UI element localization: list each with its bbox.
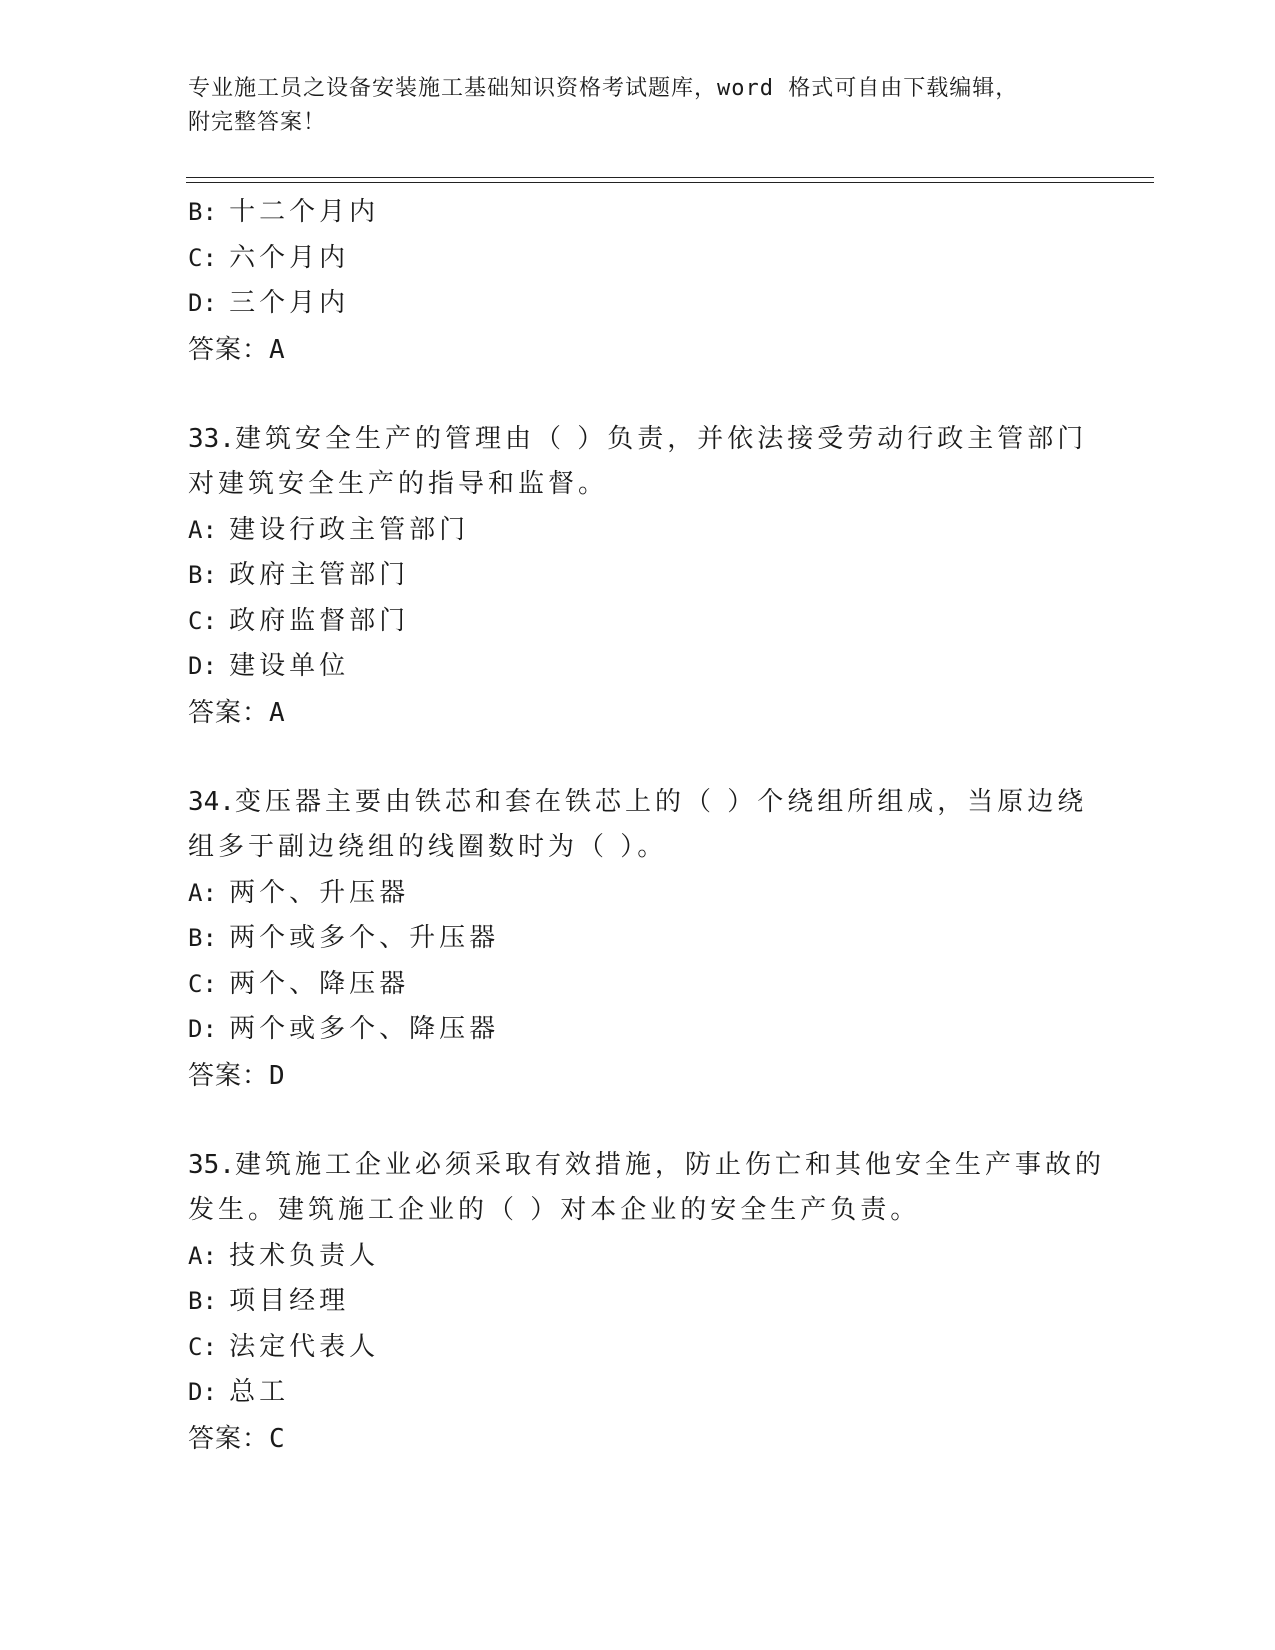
option-b — [188, 1279, 1088, 1325]
option-c — [188, 1325, 1088, 1371]
option-letter: D: — [188, 289, 217, 317]
question-34 — [188, 780, 1088, 1099]
option-text: 政府监督部门 — [229, 605, 410, 636]
header-divider-bottom — [186, 182, 1154, 183]
option-c — [188, 236, 1088, 282]
option-c — [188, 962, 1088, 1008]
answer-value: D — [269, 1060, 286, 1091]
option-letter: B: — [188, 924, 217, 952]
answer-value: A — [269, 334, 286, 365]
option-a — [188, 508, 1088, 554]
question-stem-text: 建筑施工企业必须采取有效措施，防止伤亡和其他安全生产事故的 — [234, 1149, 1105, 1180]
option-letter: C: — [188, 1332, 217, 1361]
header-divider-top — [186, 177, 1154, 178]
option-d — [188, 1007, 1088, 1053]
option-letter: D: — [188, 652, 217, 680]
answer-label: 答案： — [188, 697, 270, 728]
option-letter: B: — [188, 198, 217, 226]
header-line-1: 专业施工员之设备安装施工基础知识资格考试题库，word 格式可自由下载编辑， — [188, 76, 1019, 101]
question-stem-line-1 — [188, 780, 1088, 826]
prev-question-block — [188, 190, 1088, 373]
answer-label: 答案： — [188, 1060, 270, 1091]
question-stem-line-2: 发生。建筑施工企业的（ ）对本企业的安全生产负责。 — [188, 1195, 921, 1225]
option-text: 两个、升压器 — [229, 877, 410, 908]
answer-value: A — [269, 697, 286, 728]
question-stem-line-2: 组多于副边绕组的线圈数时为（ ）。 — [188, 832, 668, 862]
answer-line — [188, 690, 1088, 736]
question-number: 34. — [188, 786, 235, 817]
header-line-2: 附完整答案！ — [188, 110, 327, 135]
option-text: 十二个月内 — [229, 197, 380, 227]
option-text: 项目经理 — [229, 1286, 350, 1316]
option-letter: B: — [188, 561, 217, 589]
option-d — [188, 644, 1088, 690]
option-letter: A: — [188, 1241, 217, 1270]
option-text: 建设行政主管部门 — [229, 514, 470, 545]
answer-line — [188, 1416, 1088, 1462]
answer-label: 答案： — [188, 1423, 270, 1454]
question-list — [188, 190, 1105, 1462]
option-letter: D: — [188, 1015, 217, 1043]
question-number: 33. — [188, 423, 235, 454]
option-text: 政府主管部门 — [229, 560, 410, 590]
option-text: 六个月内 — [229, 242, 350, 273]
question-number: 35. — [188, 1149, 235, 1180]
option-text: 法定代表人 — [229, 1331, 380, 1362]
option-d — [188, 281, 1088, 327]
option-text: 总工 — [229, 1377, 290, 1407]
question-stem-line-2: 对建筑安全生产的指导和监督。 — [188, 469, 609, 499]
option-letter: D: — [188, 1378, 217, 1406]
option-letter: C: — [188, 606, 217, 635]
question-stem-line-1 — [188, 1143, 1105, 1189]
option-text: 两个或多个、升压器 — [229, 923, 500, 953]
option-text: 三个月内 — [229, 288, 350, 318]
option-text: 建设单位 — [229, 651, 350, 681]
option-c — [188, 599, 1088, 645]
option-letter: B: — [188, 1287, 217, 1315]
option-letter: C: — [188, 243, 217, 272]
question-stem-text: 变压器主要由铁芯和套在铁芯上的（ ）个绕组所组成，当原边绕 — [234, 786, 1088, 817]
document-header — [188, 72, 1068, 140]
option-a — [188, 1234, 1088, 1280]
option-d — [188, 1370, 1088, 1416]
question-33 — [188, 417, 1088, 736]
option-text: 两个或多个、降压器 — [229, 1014, 500, 1044]
question-stem-line-1 — [188, 417, 1088, 463]
option-b — [188, 190, 1088, 236]
question-stem-text: 建筑安全生产的管理由（ ）负责，并依法接受劳动行政主管部门 — [234, 423, 1088, 454]
option-letter: C: — [188, 969, 217, 998]
answer-label: 答案： — [188, 334, 270, 365]
option-b — [188, 553, 1088, 599]
option-text: 技术负责人 — [229, 1240, 380, 1271]
question-35 — [188, 1143, 1105, 1462]
option-a — [188, 871, 1088, 917]
answer-line — [188, 1053, 1088, 1099]
option-letter: A: — [188, 515, 217, 544]
option-letter: A: — [188, 878, 217, 907]
option-text: 两个、降压器 — [229, 968, 410, 999]
answer-line — [188, 327, 1088, 373]
answer-value: C — [269, 1423, 286, 1454]
option-b — [188, 916, 1088, 962]
